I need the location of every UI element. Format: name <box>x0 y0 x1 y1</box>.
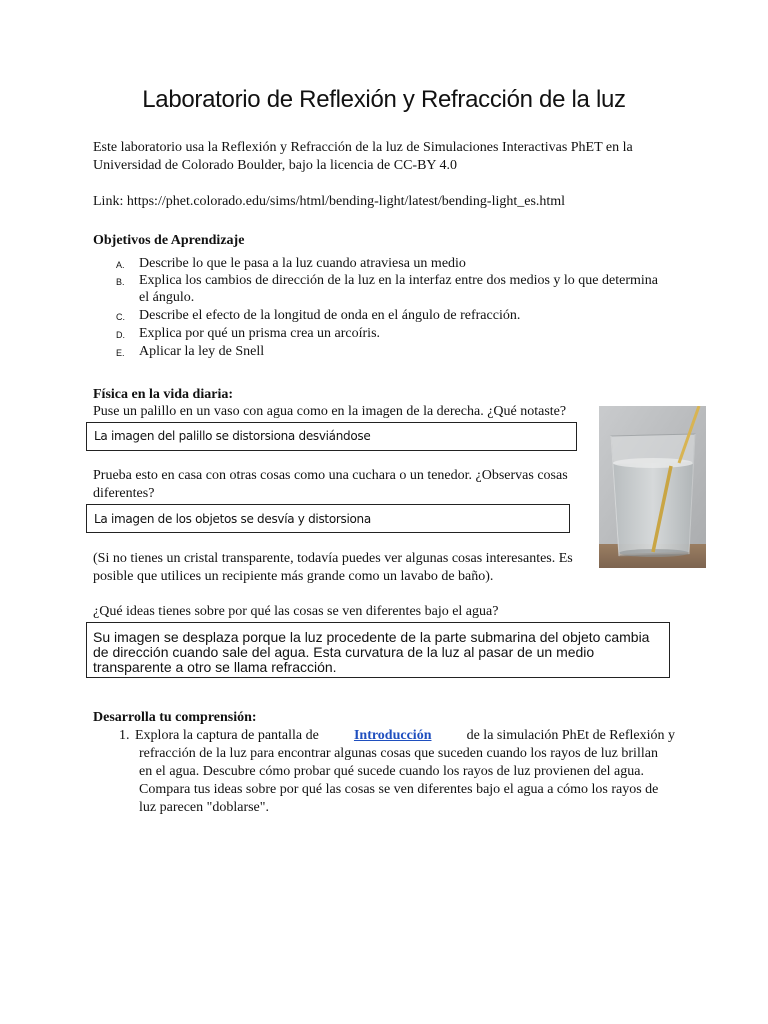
answer-box-3[interactable] <box>86 622 670 678</box>
develop-line-1-pre: Explora la captura de pantalla de <box>135 728 319 743</box>
develop-line-5: luz parecen "doblarse". <box>139 800 269 815</box>
develop-line-2: refracción de la luz para encontrar algunas cosas que suceden cuando los rayos de luz brillan <box>139 746 658 761</box>
daily-question-2-line-2: diferentes? <box>93 486 155 501</box>
objective-text: Aplicar la ley de Snell <box>139 344 265 359</box>
daily-question-3: ¿Qué ideas tienes sobre por qué las cosas se ven diferentes bajo el agua? <box>93 604 499 619</box>
note-line-1: (Si no tienes un cristal transparente, todavía puedes ver algunas cosas interesantes. Es <box>93 551 573 566</box>
daily-question-1: Puse un palillo en un vaso con agua como en la imagen de la derecha. ¿Qué notaste? <box>93 404 567 419</box>
introduccion-link[interactable]: Introducción <box>353 728 432 743</box>
answer-text-1: La imagen del palillo se distorsiona desviándose <box>94 429 371 443</box>
objectives-heading: Objetivos de Aprendizaje <box>93 233 245 248</box>
develop-item-number: 1. <box>119 728 130 743</box>
page-title: Laboratorio de Reflexión y Refracción de la luz <box>142 86 626 113</box>
objective-text: Explica los cambios de dirección de la luz en la interfaz entre dos medios y lo que determina <box>139 273 658 288</box>
develop-line-3: en el agua. Descubre cómo probar qué sucede cuando los rayos de luz provienen del agua. <box>139 764 644 779</box>
develop-line-1 <box>135 727 675 745</box>
glass-with-straw-photo <box>599 406 706 568</box>
objective-text: Explica por qué un prisma crea un arcoíris. <box>139 326 381 341</box>
objective-marker: D. <box>116 330 125 340</box>
objective-marker: C. <box>116 312 125 322</box>
develop-line-4: Compara tus ideas sobre por qué las cosas se ven diferentes bajo el agua a cómo los rayos de <box>139 782 659 797</box>
note-line-2: posible que utilices un recipiente más grande como un lavabo de baño). <box>93 569 494 584</box>
objective-marker: B. <box>116 277 125 287</box>
develop-line-1-post: de la simulación PhEt de Reflexión y <box>466 728 675 743</box>
develop-heading: Desarrolla tu comprensión: <box>93 710 257 725</box>
daily-question-2-line-1: Prueba esto en casa con otras cosas como una cuchara o un tenedor. ¿Observas cosas <box>93 468 568 483</box>
intro-line-2: Universidad de Colorado Boulder, bajo la licencia de CC-BY 4.0 <box>93 158 457 173</box>
answer-text-3-line-3: transparente a otro se llama refracción. <box>93 659 337 675</box>
answer-box-2[interactable] <box>86 504 570 533</box>
answer-text-3-line-1: Su imagen se desplaza porque la luz procedente de la parte submarina del objeto cambia <box>93 629 650 645</box>
answer-text-3-line-2: de dirección cuando sale del agua. Esta curvatura de la luz al pasar de un medio <box>93 644 595 660</box>
objective-text: Describe el efecto de la longitud de onda en el ángulo de refracción. <box>139 308 521 323</box>
objective-text: el ángulo. <box>139 290 195 305</box>
answer-text-2: La imagen de los objetos se desvía y distorsiona <box>94 512 371 526</box>
intro-line-1: Este laboratorio usa la Reflexión y Refracción de la luz de Simulaciones Interactivas PhET en la <box>93 140 633 155</box>
objective-text: Describe lo que le pasa a la luz cuando atraviesa un medio <box>139 256 466 271</box>
daily-heading: Física en la vida diaria: <box>93 387 233 402</box>
answer-box-1[interactable] <box>86 422 577 451</box>
objective-marker: A. <box>116 260 125 270</box>
simulation-link[interactable]: Link: https://phet.colorado.edu/sims/html/bending-light/latest/bending-light_es.html <box>93 194 566 209</box>
objective-marker: E. <box>116 348 125 358</box>
